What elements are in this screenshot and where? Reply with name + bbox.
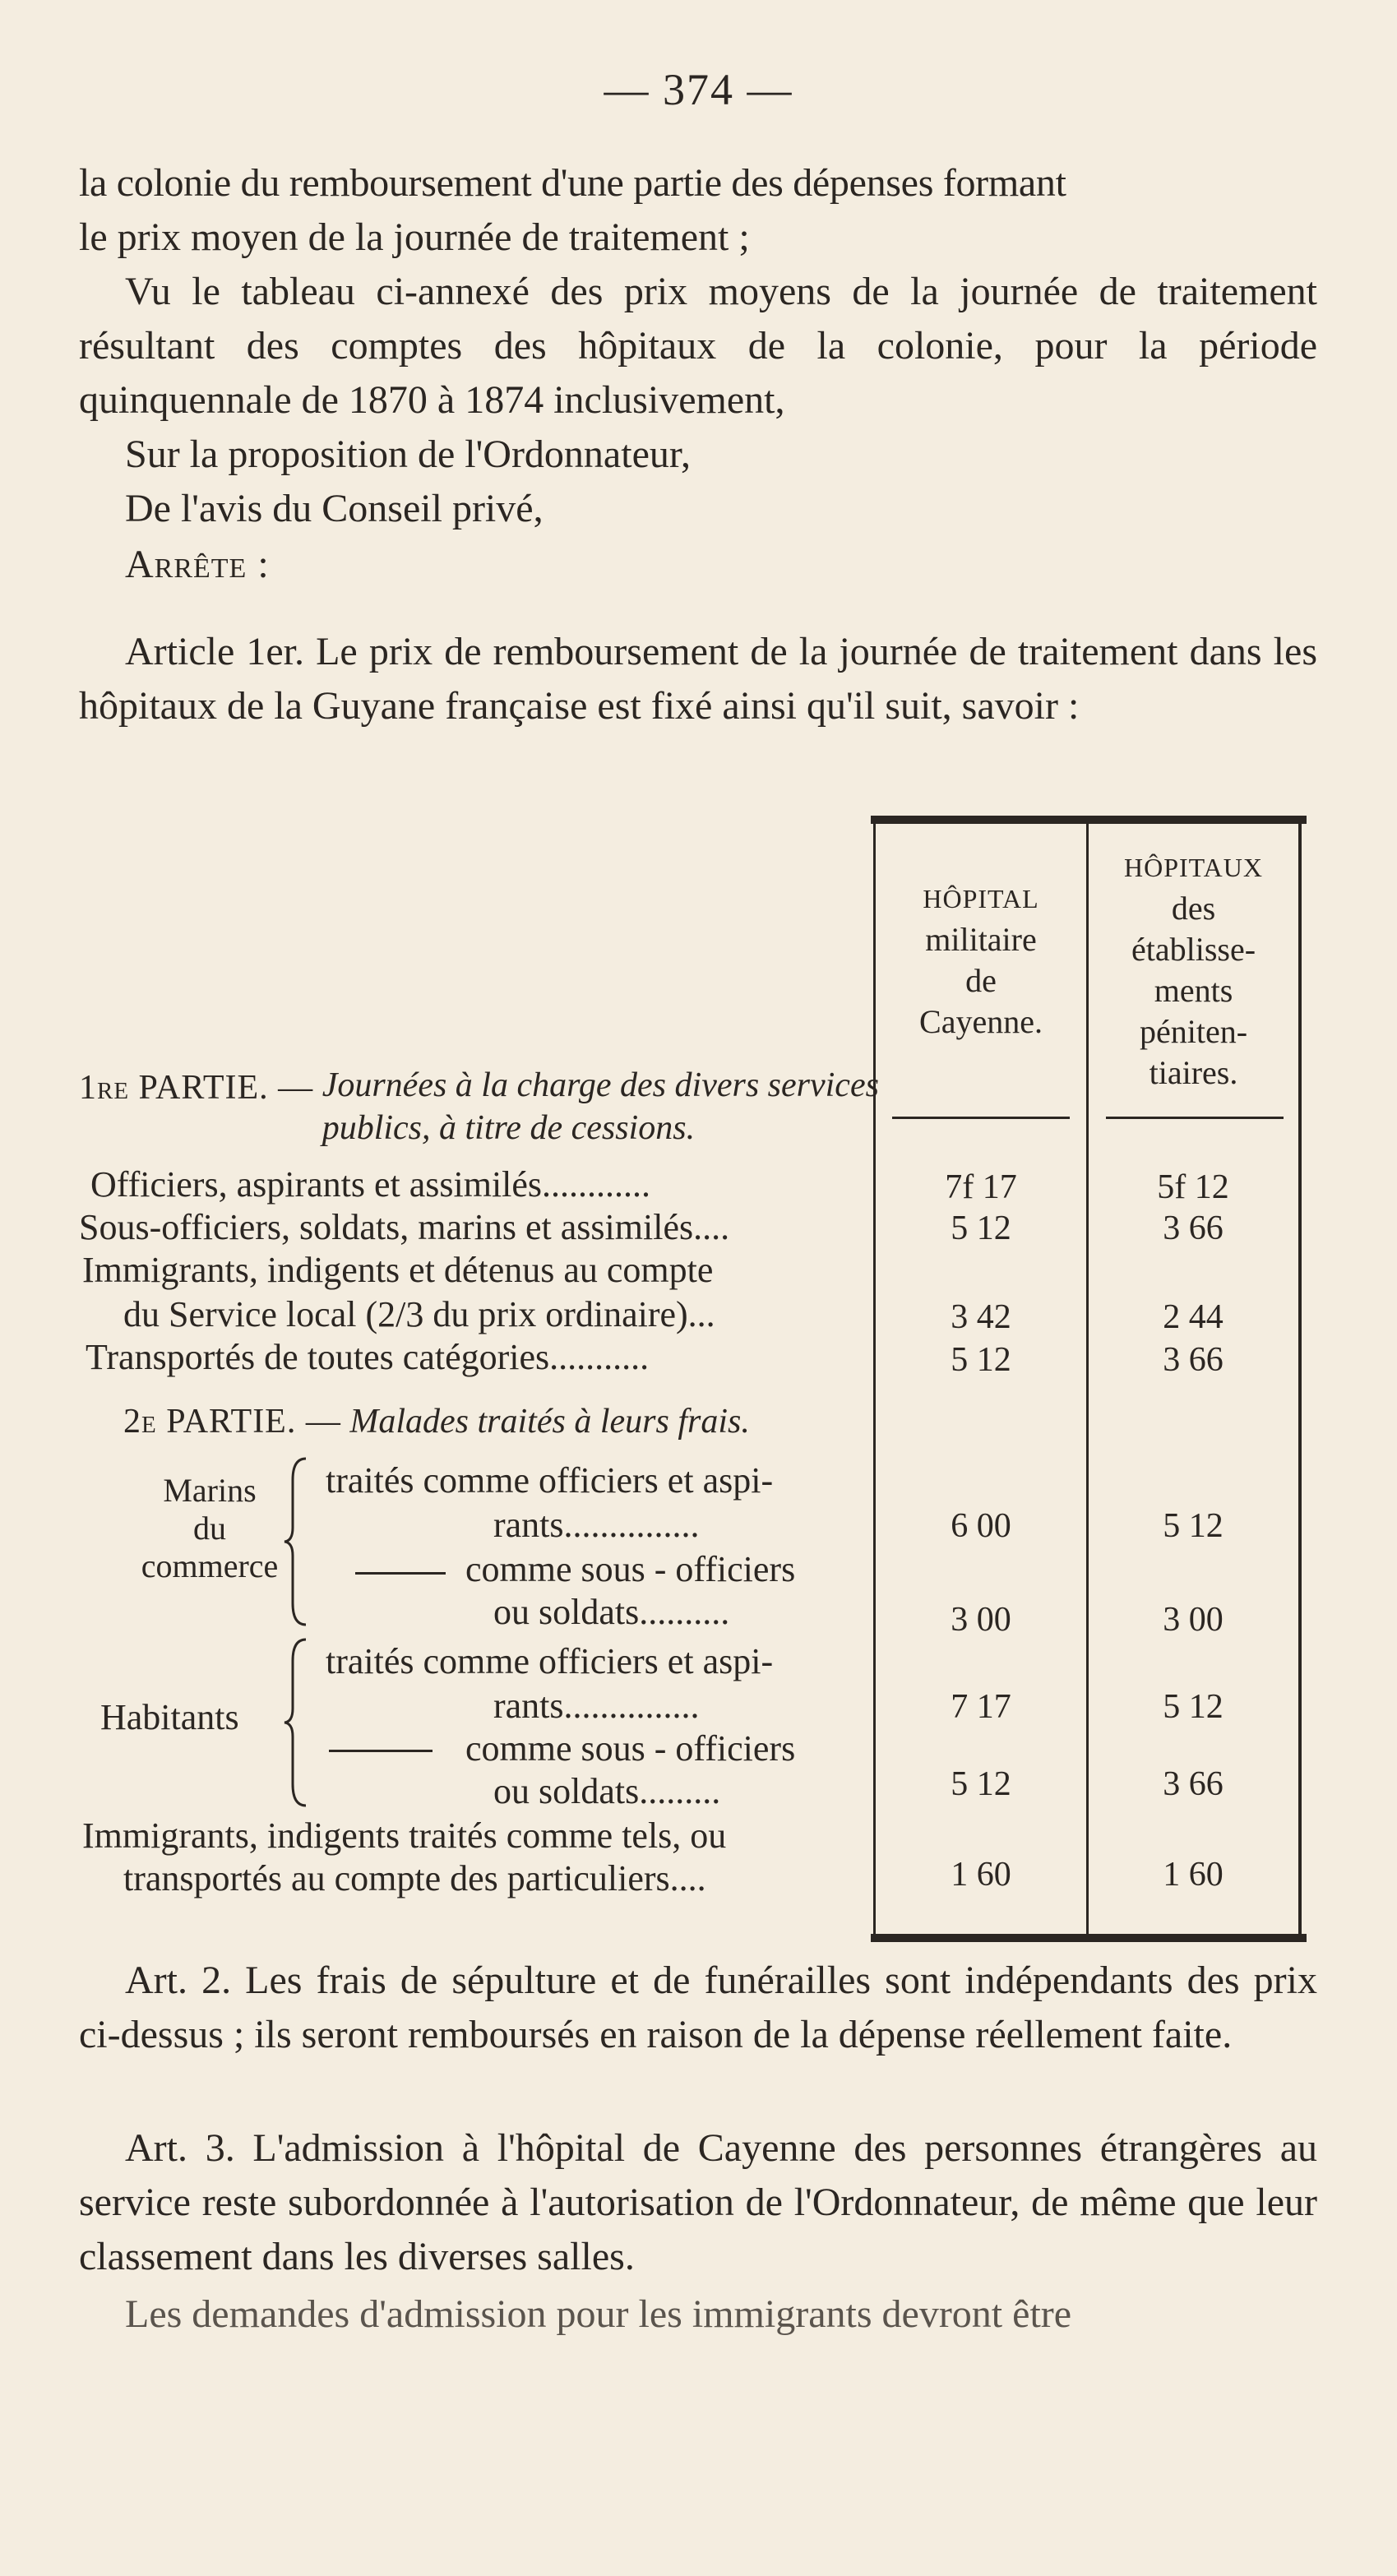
habitants-row-1-line2: rants...............	[493, 1686, 700, 1726]
dash-habitants	[329, 1750, 433, 1752]
marins-row-2-line1: comme sous - officiers	[465, 1549, 796, 1589]
table-bottom-rule	[871, 1934, 1307, 1942]
dash-marins	[355, 1572, 446, 1575]
marins-du-commerce-label: Marins du commerce	[141, 1472, 279, 1584]
intro-line-1: la colonie du remboursement d'une partie des dépenses formant	[79, 161, 1066, 205]
value-habitants-sous-penit: 3 66	[1163, 1765, 1224, 1803]
vu-paragraph: Vu le tableau ci-annexé des prix moyens de la journée de traitement résultant des comptes des hôpitaux de la colonie, pour la période quinquennale de 1870 à 1874 inclusivement,	[79, 270, 1317, 422]
value-immigrants-cayenne: 3 42	[951, 1298, 1011, 1336]
header-rule-1	[892, 1117, 1070, 1119]
last-row-line1: Immigrants, indigents traités comme tels, ou	[82, 1815, 727, 1856]
value-habitants-sous-cayenne: 5 12	[951, 1765, 1011, 1803]
page-number: — 374 —	[604, 65, 793, 114]
row-officiers: Officiers, aspirants et assimilés............	[90, 1164, 651, 1205]
part2-heading: 2e PARTIE. — Malades traités à leurs frais.	[123, 1403, 750, 1441]
value-officiers-cayenne: 7f 17	[945, 1168, 1017, 1206]
value-marins-sous-cayenne: 3 00	[951, 1601, 1011, 1639]
part2-title: Malades traités à leurs frais.	[349, 1403, 750, 1441]
proposition: Sur la proposition de l'Ordonnateur,	[125, 432, 691, 476]
row-immigrants-1: Immigrants, indigents et détenus au compte	[82, 1250, 714, 1290]
last-row-line2: transportés au compte des particuliers....	[123, 1858, 706, 1898]
article-3: Art. 3. L'admission à l'hôpital de Cayenne des personnes étrangères au service reste subordonnée à l'autorisation de l'Ordonnateur, de même que leur classement dans les diverses salles.	[79, 2126, 1317, 2278]
table-top-rule	[871, 816, 1307, 824]
intro-text	[79, 156, 1317, 265]
value-immigrants-part-penit: 1 60	[1163, 1856, 1224, 1894]
price-table	[873, 822, 1302, 1934]
intro-line-2: le prix moyen de la journée de traitement ;	[79, 215, 750, 259]
value-officiers-penit: 5f 12	[1157, 1168, 1229, 1206]
value-marins-off-penit: 5 12	[1163, 1507, 1224, 1545]
value-sousoff-cayenne: 5 12	[951, 1209, 1011, 1247]
article-1: Article 1er. Le prix de remboursement de la journée de traitement dans les hôpitaux de la Guyane française est fixé ainsi qu'il suit, savoir :	[79, 630, 1317, 728]
value-immigrants-part-cayenne: 1 60	[951, 1856, 1011, 1894]
value-transportes-penit: 3 66	[1163, 1341, 1224, 1379]
value-transportes-cayenne: 5 12	[951, 1341, 1011, 1379]
value-habitants-off-cayenne: 7 17	[951, 1688, 1011, 1726]
marins-row-1-line2: rants...............	[493, 1505, 700, 1545]
part1-heading: 1re PARTIE. — Journées à la charge des divers services publics, à titre de cessions.	[79, 1064, 881, 1149]
value-marins-off-cayenne: 6 00	[951, 1507, 1011, 1545]
marins-row-2-line2: ou soldats..........	[493, 1592, 730, 1632]
row-immigrants-2: du Service local (2/3 du prix ordinaire)...	[123, 1294, 715, 1334]
value-habitants-off-penit: 5 12	[1163, 1688, 1224, 1726]
part1-title: Journées à la charge des divers services publics, à titre de cessions.	[321, 1066, 879, 1147]
row-sous-officiers: Sous-officiers, soldats, marins et assimilés....	[79, 1207, 730, 1247]
article-2: Art. 2. Les frais de sépulture et de funérailles sont indépendants des prix ci-dessus ; ils seront remboursés en raison de la dépense réellement faite.	[79, 1959, 1317, 2056]
habitants-row-2-line1: comme sous - officiers	[465, 1728, 796, 1769]
avis: De l'avis du Conseil privé,	[125, 487, 544, 530]
header-rule-2	[1106, 1117, 1284, 1119]
marins-row-1-line1: traités comme officiers et aspi-	[326, 1460, 774, 1501]
value-immigrants-penit: 2 44	[1163, 1298, 1224, 1336]
last-line: Les demandes d'admission pour les immigrants devront être	[125, 2292, 1072, 2336]
habitants-label: Habitants	[100, 1697, 239, 1737]
header-hopital-militaire: HÔPITAL militaire de Cayenne.	[919, 884, 1043, 1040]
brace-habitants	[281, 1636, 314, 1809]
habitants-row-1-line1: traités comme officiers et aspi-	[326, 1641, 774, 1681]
habitants-row-2-line2: ou soldats.........	[493, 1771, 721, 1811]
brace-marins	[281, 1455, 314, 1628]
row-transportes: Transportés de toutes catégories...........	[86, 1337, 650, 1377]
arrete-heading: Arrête :	[125, 543, 270, 586]
value-marins-sous-penit: 3 00	[1163, 1601, 1224, 1639]
header-hopitaux-penitentiaires: HÔPITAUX des établisse- ments péniten- tiaires.	[1124, 853, 1263, 1091]
value-sousoff-penit: 3 66	[1163, 1209, 1224, 1247]
